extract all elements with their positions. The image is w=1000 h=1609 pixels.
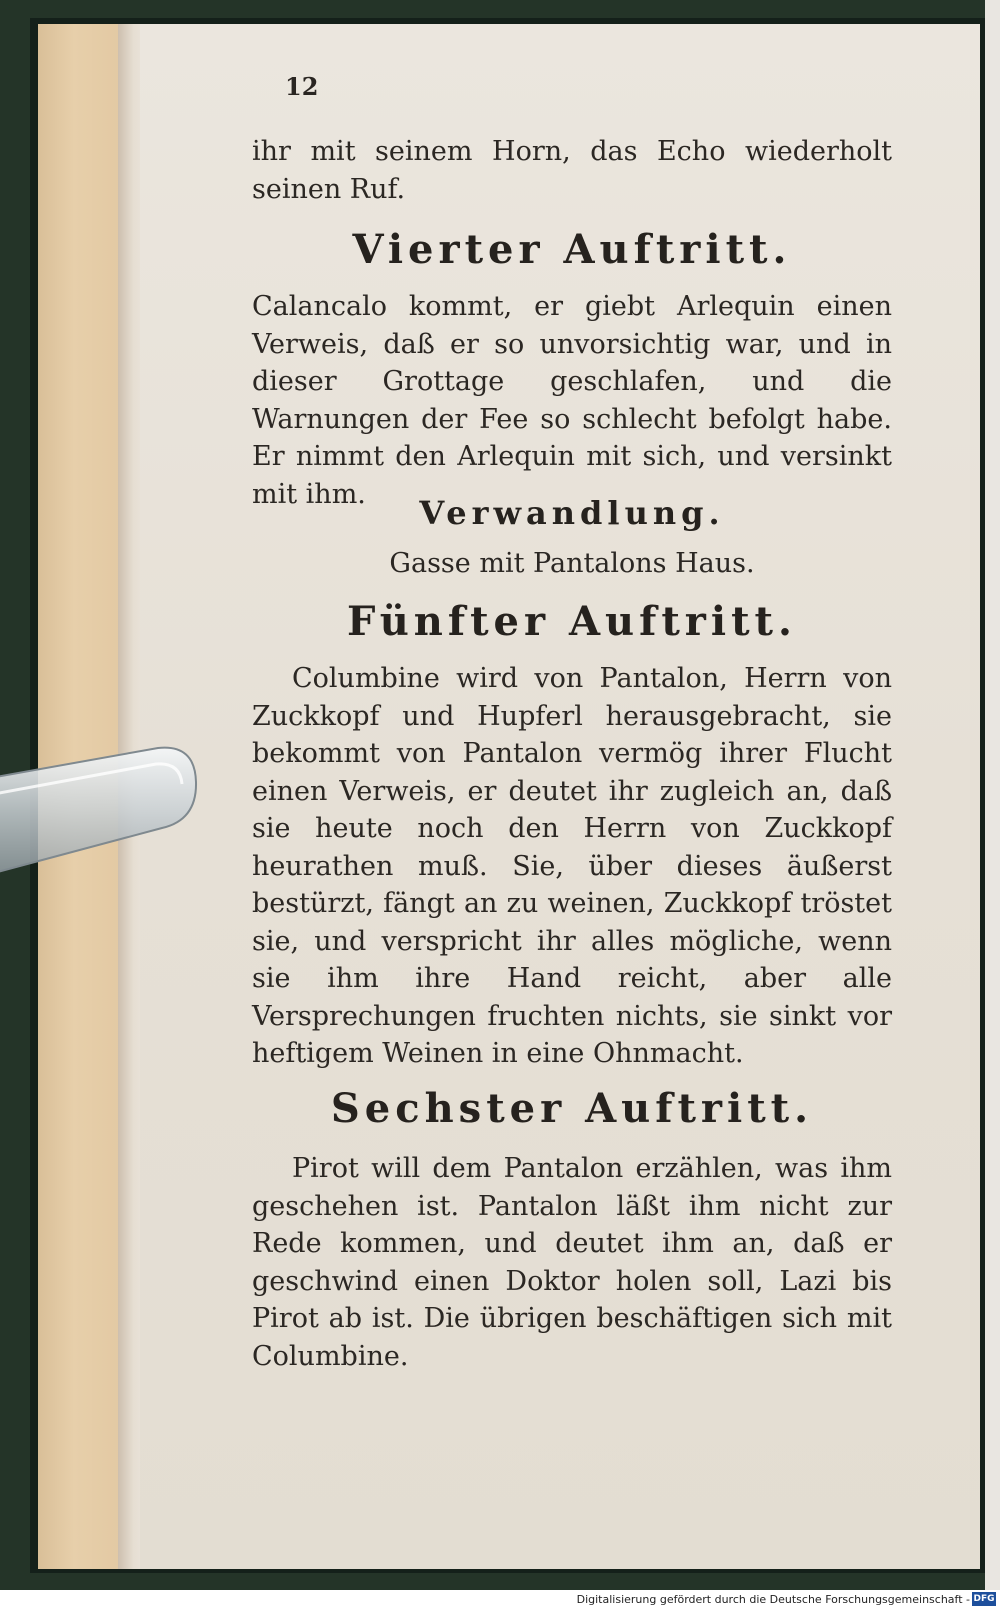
scene-5-heading: Fünfter Auftritt.: [347, 598, 797, 645]
intro-paragraph: ihr mit seinem Horn, das Echo wiederholt seinen Ruf.: [252, 136, 892, 205]
scene-6-paragraph: Pirot will dem Pantalon erzählen, was ihm geschehen ist. Pantalon läßt ihm nicht zur Rede kommen, und deutet ihm an, daß er geschwind einen Doktor holen soll, Lazi bis Pirot ab ist. Die übrigen beschäftigen sich mit Columbine.: [252, 1153, 892, 1372]
bookmark-clip-icon: [0, 742, 208, 878]
scene-6-heading: Sechster Auftritt.: [330, 1085, 814, 1132]
page-number: 12: [285, 72, 319, 101]
transformation-subtitle: Gasse mit Pantalons Haus.: [389, 548, 755, 579]
footer-credit: Digitalisierung gefördert durch die Deutsche Forschungsgemeinschaft -: [576, 1593, 970, 1606]
scan-right-edge: [985, 0, 1000, 1590]
scene-4-paragraph: Calancalo kommt, er giebt Arlequin einen Verweis, daß er so unvorsichtig war, und in dieser Grottage geschlafen, und die Warnungen der Fee so schlecht befolgt habe. Er nimmt den Arlequin mit sich, und versinkt mit ihm.: [252, 291, 892, 510]
transformation-heading: Verwandlung.: [419, 494, 725, 532]
dfg-logo: DFG: [973, 1594, 995, 1604]
scene-5-paragraph: Columbine wird von Pantalon, Herrn von Zuckkopf und Hupferl herausgebracht, sie bekommt von Pantalon vermög ihrer Flucht einen Verweis, er deutet ihr zugleich an, daß sie heute noch den Herrn von Zuckkopf heurathen muß. Sie, über dieses äußerst bestürzt, fängt an zu weinen, Zuckkopf tröstet sie, und verspricht ihr alles mögliche, wenn sie ihm ihre Hand reicht, aber alle Versprechungen fruchten nichts, sie sinkt vor heftigem Weinen in eine Ohnmacht.: [252, 663, 892, 1069]
scene-4-heading: Vierter Auftritt.: [352, 226, 792, 273]
